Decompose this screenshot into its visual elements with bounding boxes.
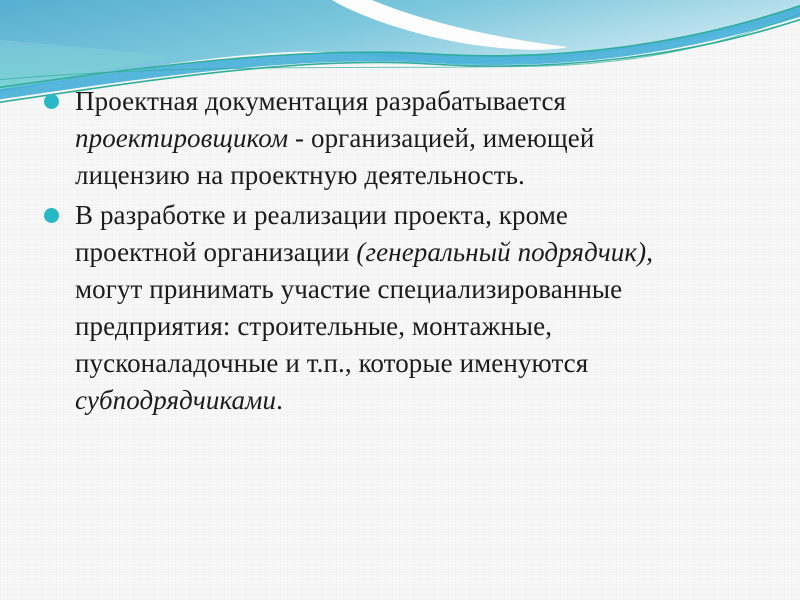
text-segment-italic: проектировщиком [75, 123, 289, 153]
bullet-text [75, 197, 664, 419]
bullet-item [44, 197, 664, 419]
text-segment: могут принимать участие специализированные предприятия: строительные, монтажные, пусконаладочные и т.п., которые именуются [75, 274, 623, 378]
bullet-icon [44, 208, 59, 223]
bullet-list [44, 83, 664, 422]
text-segment: В разработке и реализации проекта, кроме проектной организации [75, 200, 568, 267]
text-segment-italic: субподрядчиками [75, 385, 277, 415]
bullet-item [44, 83, 664, 194]
bullet-text [75, 83, 664, 194]
bullet-icon [44, 94, 59, 109]
text-segment: Проектная документация разрабатывается [75, 86, 567, 116]
text-segment: - организацией, имеющей лицензию на проектную деятельность. [75, 123, 595, 190]
text-segment-italic: (генеральный подрядчик), [356, 237, 654, 267]
text-segment: . [276, 385, 283, 415]
